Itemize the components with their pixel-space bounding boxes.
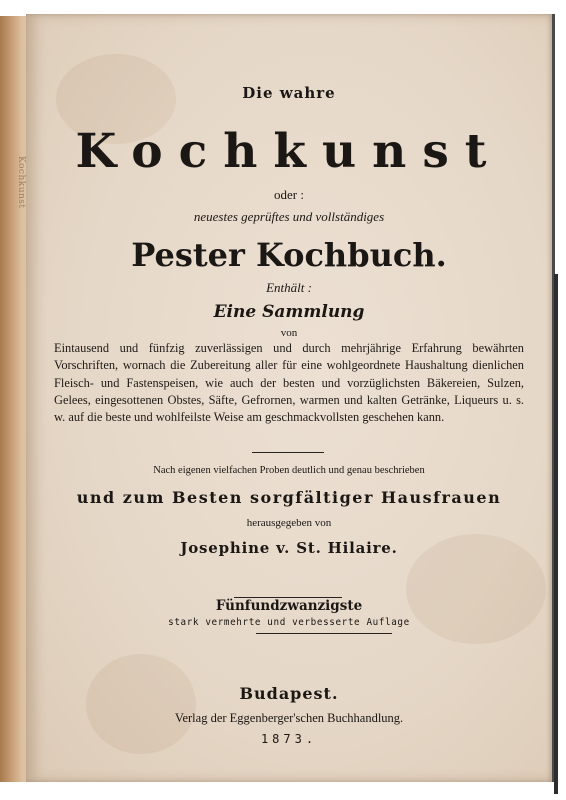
edition-rule-bottom: [256, 633, 392, 634]
author-line: Josephine v. St. Hilaire.: [180, 539, 398, 557]
description-paragraph: Eintausend und fünfzig zuverlässigen und durch mehrjährige Erfahrung bewährten Vorschriften, wornach die Zubereitung aller für eine wohlgeordnete Haushaltung dienlichen Fleisch- und Fastenspeisen, wie auch der besten und vorzüglichsten Bäkereien, Sulzen, Gelees, eingesottenen Obstes, Säfte, Gefrornen, warmen und kalten Getränke, Liqueurs u. s. w. auf die beste und wohlfeilste Weise am geschmackvollsten geschehen kann.: [54, 341, 524, 425]
publisher-line: Verlag der Eggenberger'schen Buchhandlung.: [174, 711, 404, 725]
edition-number: Fünfundzwanzigste: [215, 598, 363, 614]
title-page: [26, 14, 555, 782]
spine-text: Kochkunst: [16, 156, 26, 209]
herausgegeben-line: herausgegeben von: [246, 517, 332, 529]
eine-sammlung-line: Eine Sammlung: [213, 302, 365, 322]
main-title: Kochkunst: [75, 124, 503, 179]
hausfrauen-line: und zum Besten sorgfältiger Hausfrauen: [76, 488, 502, 507]
place-line: Budapest.: [239, 684, 339, 703]
oder-line: oder :: [274, 187, 304, 202]
divider-rule: [252, 452, 324, 453]
secondary-title: Pester Kochbuch.: [131, 236, 447, 274]
page-edge: [554, 274, 558, 794]
edition-text: stark vermehrte und verbesserte Auflage: [168, 617, 410, 628]
nach-eigenen-line: Nach eigenen vielfachen Proben deutlich und genau beschrieben: [153, 465, 425, 476]
enthaelt-line: Enthält :: [266, 280, 312, 295]
von-line: von: [280, 327, 298, 339]
subtitle-line: neuestes geprüftes und vollständiges: [193, 209, 385, 224]
year-line: 1873.: [260, 732, 318, 746]
die-wahre-line: Die wahre: [242, 84, 336, 102]
